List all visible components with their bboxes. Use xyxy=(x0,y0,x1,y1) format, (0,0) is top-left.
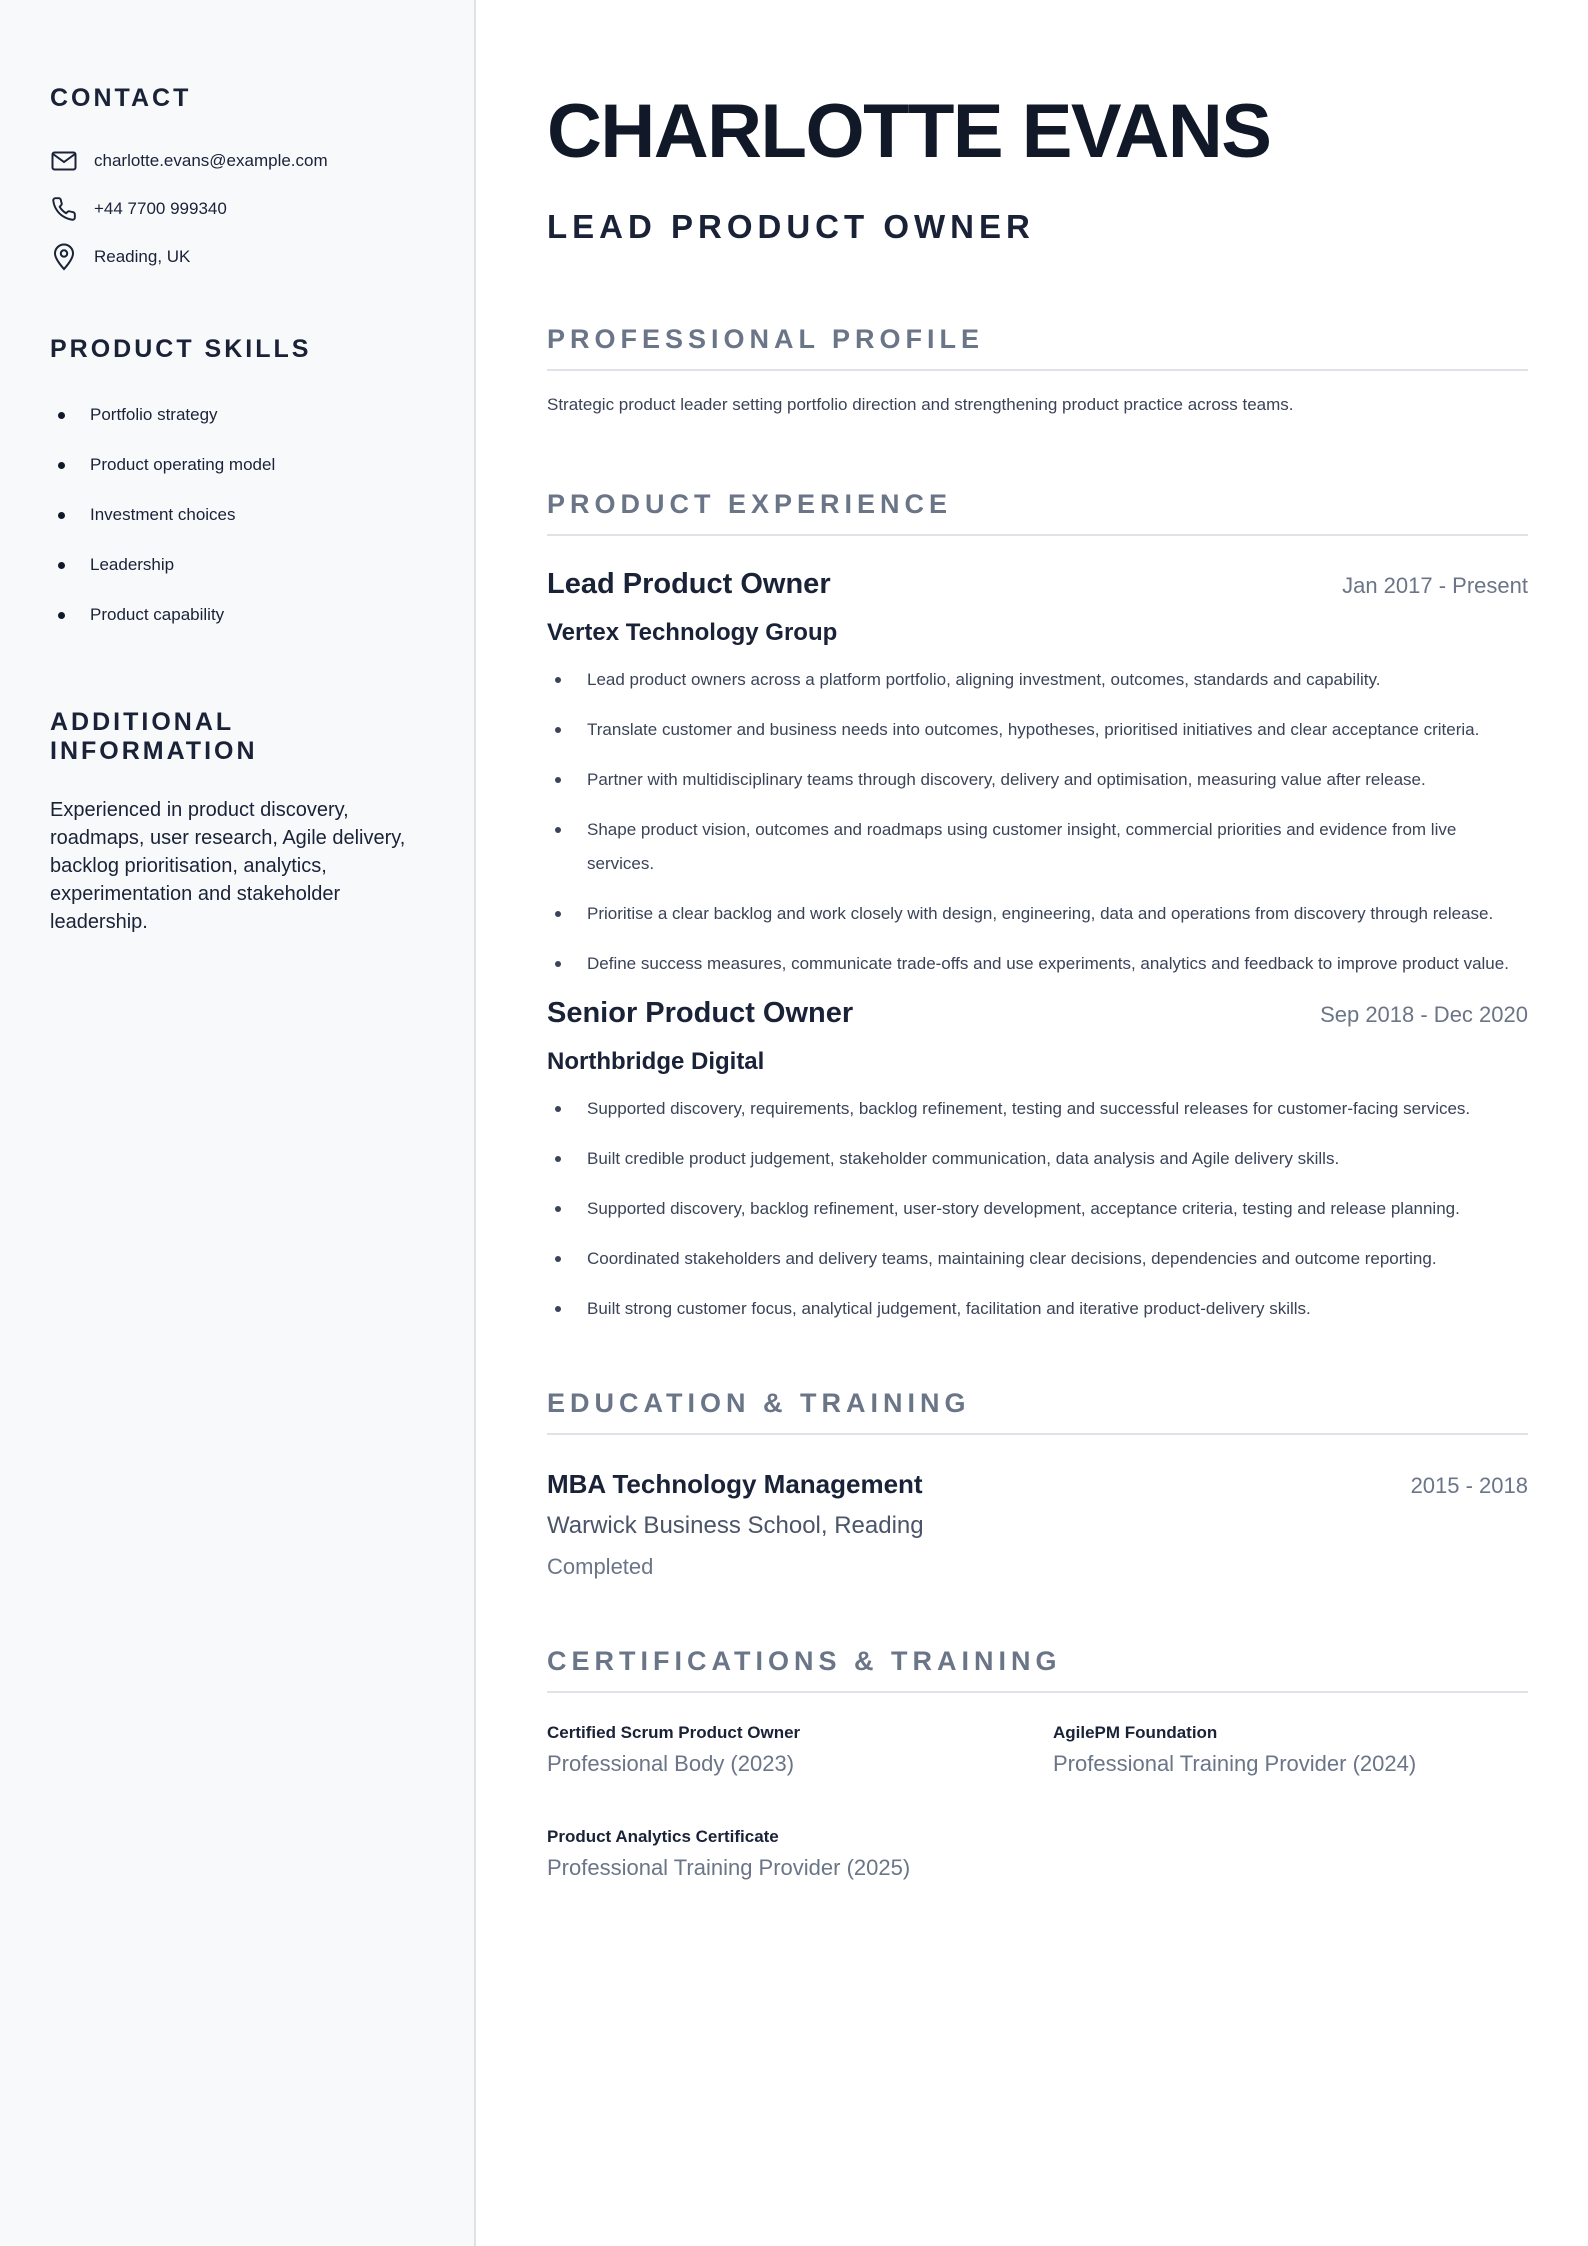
job-bullet: Lead product owners across a platform portfolio, aligning investment, outcomes, standards and capability. xyxy=(547,663,1528,697)
certification-issuer: Professional Body (2023) xyxy=(547,1751,795,1776)
contact-phone[interactable]: +44 7700 999340 xyxy=(94,199,227,218)
contact-section xyxy=(50,84,424,281)
education-status: Completed xyxy=(547,1554,654,1579)
job-bullet: Translate customer and business needs into outcomes, hypotheses, prioritised initiatives and clear acceptance criteria. xyxy=(547,713,1528,747)
education-dates: 2015 - 2018 xyxy=(1410,1473,1528,1498)
skills-heading: PRODUCT SKILLS xyxy=(50,335,312,363)
job-bullet: Coordinated stakeholders and delivery teams, maintaining clear decisions, dependencies and outcome reporting. xyxy=(547,1242,1528,1276)
contact-location-row xyxy=(50,233,424,281)
contact-location: Reading, UK xyxy=(94,247,191,266)
location-pin-icon xyxy=(50,243,78,271)
contact-email-row xyxy=(50,137,424,185)
job-bullet: Partner with multidisciplinary teams through discovery, delivery and optimisation, measuring value after release. xyxy=(547,763,1528,797)
job-company: Vertex Technology Group xyxy=(547,619,838,646)
certification-name: Certified Scrum Product Owner xyxy=(547,1723,801,1742)
job-bullet: Define success measures, communicate trade-offs and use experiments, analytics and feedback to improve product value. xyxy=(547,947,1528,981)
candidate-name: CHARLOTTE EVANS xyxy=(547,89,1271,174)
certification-name: AgilePM Foundation xyxy=(1053,1723,1218,1742)
certifications-heading: CERTIFICATIONS & TRAINING xyxy=(547,1646,1528,1693)
skill-item: Leadership xyxy=(50,540,424,590)
job-entry xyxy=(547,568,1528,981)
job-title: Lead Product Owner xyxy=(547,568,831,600)
certification-issuer: Professional Training Provider (2024) xyxy=(1053,1751,1417,1776)
certification-name: Product Analytics Certificate xyxy=(547,1827,779,1846)
job-bullet: Supported discovery, requirements, backlog refinement, testing and successful releases for customer-facing services. xyxy=(547,1092,1528,1126)
job-bullet: Prioritise a clear backlog and work closely with design, engineering, data and operations from discovery through release. xyxy=(547,897,1528,931)
job-bullet: Built credible product judgement, stakeholder communication, data analysis and Agile delivery skills. xyxy=(547,1142,1528,1176)
job-header xyxy=(547,997,1528,1030)
education-header xyxy=(547,1469,1528,1500)
certification-item xyxy=(547,1723,1053,1777)
skills-section xyxy=(50,335,424,640)
additional-text: Experienced in product discovery, roadmaps, user research, Agile delivery, backlog prioritisation, analytics, experimentation and stakeholder leadership. xyxy=(50,799,406,933)
job-company: Northbridge Digital xyxy=(547,1048,765,1075)
education-degree: MBA Technology Management xyxy=(547,1469,923,1499)
job-bullets xyxy=(547,663,1528,981)
phone-icon xyxy=(50,195,78,223)
contact-heading: CONTACT xyxy=(50,84,192,112)
job-entry xyxy=(547,997,1528,1326)
profile-section xyxy=(547,324,1528,415)
main-content xyxy=(478,0,1588,2246)
contact-list xyxy=(50,137,424,281)
mail-icon xyxy=(50,147,78,175)
job-bullet: Built strong customer focus, analytical judgement, facilitation and iterative product-delivery skills. xyxy=(547,1292,1528,1326)
job-dates: Jan 2017 - Present xyxy=(1342,573,1528,598)
profile-text: Strategic product leader setting portfolio direction and strengthening product practice across teams. xyxy=(547,395,1294,414)
certifications-section xyxy=(547,1646,1528,1881)
job-bullet: Shape product vision, outcomes and roadmaps using customer insight, commercial priorities and evidence from live services. xyxy=(547,813,1528,881)
certification-issuer: Professional Training Provider (2025) xyxy=(547,1855,911,1880)
skill-list xyxy=(50,390,424,640)
education-heading: EDUCATION & TRAINING xyxy=(547,1388,1528,1435)
additional-heading: ADDITIONAL INFORMATION xyxy=(50,708,258,765)
experience-heading: PRODUCT EXPERIENCE xyxy=(547,489,1528,536)
job-title: Senior Product Owner xyxy=(547,997,854,1029)
contact-phone-row xyxy=(50,185,424,233)
certifications-grid xyxy=(547,1723,1528,1881)
education-school: Warwick Business School, Reading xyxy=(547,1512,924,1539)
certification-item xyxy=(547,1827,1053,1881)
job-bullet: Supported discovery, backlog refinement, user-story development, acceptance criteria, testing and release planning. xyxy=(547,1192,1528,1226)
contact-email[interactable]: charlotte.evans@example.com xyxy=(94,151,328,170)
skill-item: Investment choices xyxy=(50,490,424,540)
job-bullets xyxy=(547,1092,1528,1326)
sidebar xyxy=(0,0,476,2246)
candidate-role: LEAD PRODUCT OWNER xyxy=(547,208,1035,245)
skill-item: Product operating model xyxy=(50,440,424,490)
profile-heading: PROFESSIONAL PROFILE xyxy=(547,324,1528,371)
experience-section xyxy=(547,489,1528,1326)
job-dates: Sep 2018 - Dec 2020 xyxy=(1320,1002,1528,1027)
certification-item xyxy=(1053,1723,1528,1777)
skill-item: Product capability xyxy=(50,590,424,640)
skill-item: Portfolio strategy xyxy=(50,390,424,440)
job-header xyxy=(547,568,1528,601)
education-section xyxy=(547,1388,1528,1580)
additional-section xyxy=(50,708,424,936)
